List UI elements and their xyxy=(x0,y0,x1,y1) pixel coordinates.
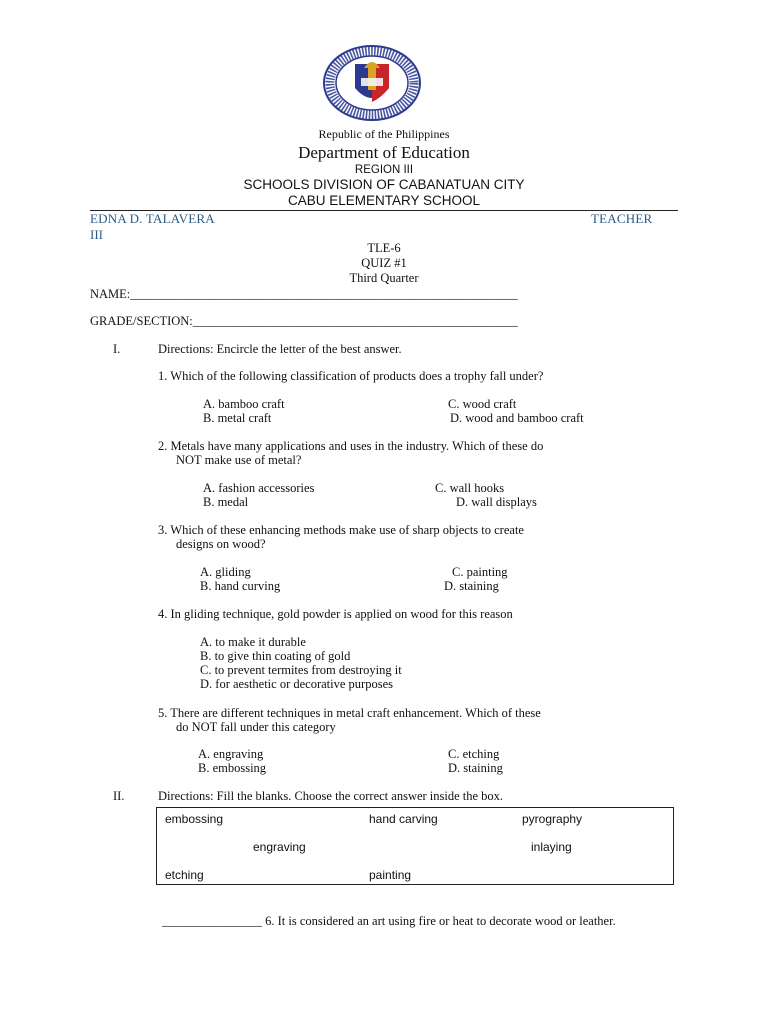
q5-option-a[interactable]: A. engraving xyxy=(198,747,264,761)
quarter-label: Third Quarter xyxy=(349,271,419,285)
q2-option-a[interactable]: A. fashion accessories xyxy=(203,481,315,495)
q3-option-b[interactable]: B. hand curving xyxy=(200,579,281,593)
q1-stem: 1. Which of the following classification of products does a trophy fall under? xyxy=(158,369,544,383)
grade-blank: ____________________________________________________ xyxy=(192,314,518,328)
teacher-title-rank: III xyxy=(90,227,103,242)
grade-section-field[interactable] xyxy=(90,314,518,329)
part-two-numeral: II. xyxy=(113,789,125,803)
region-line: REGION III xyxy=(354,164,414,176)
q5-stem-line2: do NOT fall under this category xyxy=(176,720,336,734)
name-blank: ______________________________________________________________ xyxy=(130,287,518,301)
name-label: NAME: xyxy=(90,287,131,301)
word-pyrography: pyrography xyxy=(522,812,583,826)
teacher-title: TEACHER xyxy=(591,211,653,226)
teacher-name: EDNA D. TALAVERA xyxy=(90,211,215,226)
division-line: SCHOOLS DIVISION OF CABANATUAN CITY xyxy=(243,177,525,192)
quiz-number: QUIZ #1 xyxy=(361,256,407,270)
word-embossing: embossing xyxy=(165,812,224,826)
word-inlaying: inlaying xyxy=(531,840,572,854)
word-engraving: engraving xyxy=(253,840,306,854)
q2-stem-line1: 2. Metals have many applications and uses in the industry. Which of these do xyxy=(158,439,544,453)
q4-option-a[interactable]: A. to make it durable xyxy=(200,635,306,649)
q4-option-b[interactable]: B. to give thin coating of gold xyxy=(200,649,351,663)
part-one-directions: Directions: Encircle the letter of the best answer. xyxy=(158,342,402,356)
q4-option-c[interactable]: C. to prevent termites from destroying it xyxy=(200,663,402,677)
deped-seal-logo xyxy=(321,44,423,122)
subject-title: TLE-6 xyxy=(367,241,401,255)
q3-option-a[interactable]: A. gliding xyxy=(200,565,251,579)
q6-answer-blank[interactable]: ________________ xyxy=(162,914,262,928)
republic-line: Republic of the Philippines xyxy=(318,127,450,141)
q5-option-d[interactable]: D. staining xyxy=(448,761,503,775)
q6-text: 6. It is considered an art using fire or heat to decorate wood or leather. xyxy=(262,914,616,928)
q4-option-d[interactable]: D. for aesthetic or decorative purposes xyxy=(200,677,393,691)
q1-option-c[interactable]: C. wood craft xyxy=(448,397,517,411)
q6-line xyxy=(162,914,616,929)
school-name: CABU ELEMENTARY SCHOOL xyxy=(287,193,481,208)
q5-option-b[interactable]: B. embossing xyxy=(198,761,267,775)
q2-option-b[interactable]: B. medal xyxy=(203,495,249,509)
q5-stem-line1: 5. There are different techniques in metal craft enhancement. Which of these xyxy=(158,706,541,720)
word-bank-box xyxy=(156,807,674,885)
part-one-numeral: I. xyxy=(113,342,121,356)
q4-stem: 4. In gliding technique, gold powder is applied on wood for this reason xyxy=(158,607,513,621)
q2-option-c[interactable]: C. wall hooks xyxy=(435,481,505,495)
q3-option-d[interactable]: D. staining xyxy=(444,579,499,593)
word-hand-carving: hand carving xyxy=(369,812,438,826)
q5-option-c[interactable]: C. etching xyxy=(448,747,500,761)
q3-stem-line1: 3. Which of these enhancing methods make use of sharp objects to create xyxy=(158,523,524,537)
q3-option-c[interactable]: C. painting xyxy=(452,565,508,579)
department-title: Department of Education xyxy=(298,143,470,162)
q1-option-b[interactable]: B. metal craft xyxy=(203,411,272,425)
name-field[interactable] xyxy=(90,287,518,302)
word-etching: etching xyxy=(165,868,204,882)
q2-option-d[interactable]: D. wall displays xyxy=(456,495,537,509)
grade-label: GRADE/SECTION: xyxy=(90,314,193,328)
part-two-directions: Directions: Fill the blanks. Choose the correct answer inside the box. xyxy=(158,789,504,803)
q2-stem-line2: NOT make use of metal? xyxy=(176,453,302,467)
q1-option-d[interactable]: D. wood and bamboo craft xyxy=(450,411,584,425)
word-painting: painting xyxy=(369,868,412,882)
q3-stem-line2: designs on wood? xyxy=(176,537,266,551)
q1-option-a[interactable]: A. bamboo craft xyxy=(203,397,285,411)
